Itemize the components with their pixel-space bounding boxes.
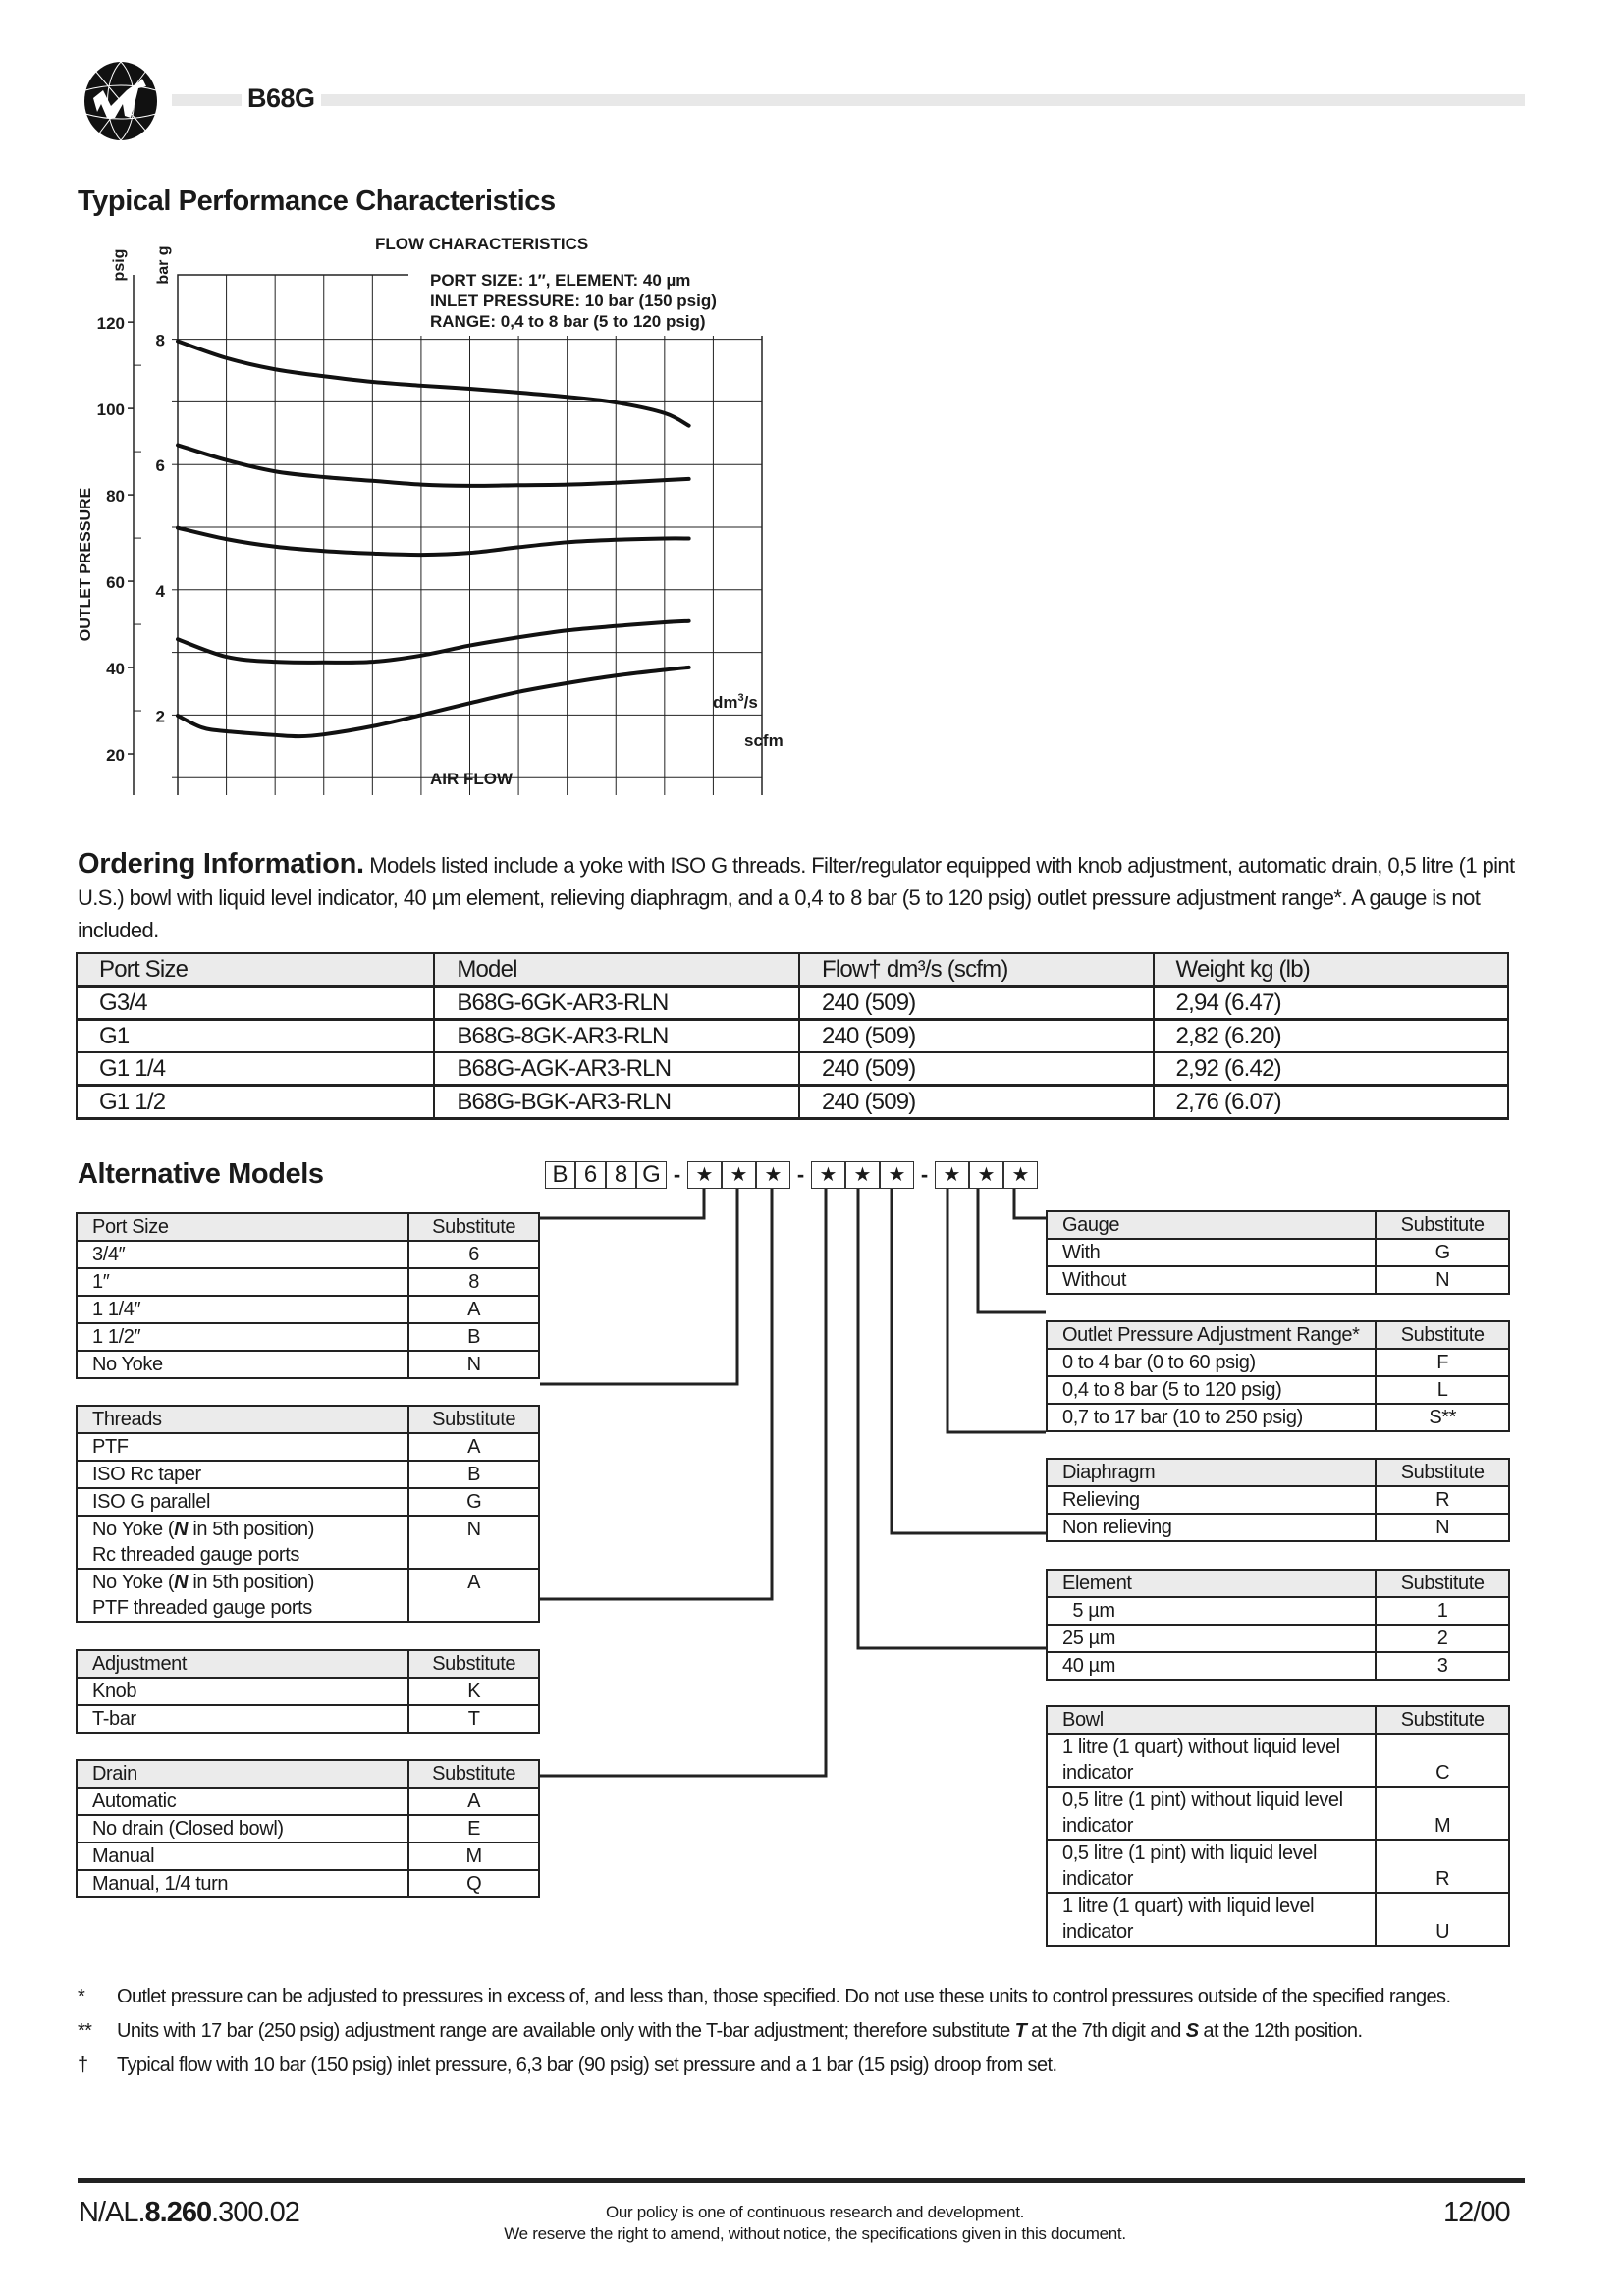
connector-threads [540, 1189, 737, 1384]
column-header-port-size: Port Size [77, 953, 434, 987]
substitute-code: S** [1376, 1404, 1509, 1431]
substitute-code: 6 [408, 1241, 539, 1268]
option-description-line: No drain (Closed bowl) [92, 1818, 284, 1840]
footnote [78, 2017, 1531, 2045]
cell-model: B68G-8GK-AR3-RLN [434, 1020, 799, 1053]
cell-flow: 240 (509) [799, 1086, 1154, 1119]
x-unit-secondary: scfm [744, 731, 784, 750]
option-description-line: ISO Rc taper [92, 1464, 201, 1485]
option-description [77, 1842, 408, 1870]
option-category-label: Outlet Pressure Adjustment Range* [1047, 1321, 1376, 1349]
option-row [1047, 1840, 1509, 1893]
option-description [1047, 1734, 1376, 1787]
footnote-mark: * [78, 1986, 85, 2007]
option-description-line: No Yoke (N in 5th position) [92, 1519, 315, 1540]
svg-text:60: 60 [106, 573, 125, 593]
svg-text:6: 6 [155, 456, 165, 476]
chart-annotation-line-3: RANGE: 0,4 to 8 bar (5 to 120 psig) [430, 312, 706, 331]
option-description [1047, 1349, 1376, 1376]
x-unit-primary: $dm^3/s$ [713, 692, 758, 712]
footnotes [78, 1983, 1531, 2086]
substitute-code: R [1376, 1486, 1509, 1514]
option-row [1047, 1404, 1509, 1431]
substitute-code: 2 [1376, 1625, 1509, 1652]
substitute-code: B [408, 1461, 539, 1488]
chart-series-line-4 [178, 621, 689, 663]
footnote [78, 2052, 1531, 2079]
option-table-header [1047, 1706, 1509, 1734]
option-description-line: T-bar [92, 1708, 136, 1730]
chart-series-line-1 [178, 342, 689, 426]
connector-adjustment [540, 1189, 772, 1599]
substitute-header: Substitute [408, 1760, 539, 1788]
option-row [77, 1241, 539, 1268]
svg-text:20: 20 [106, 746, 125, 766]
chart-series-line-3 [178, 528, 689, 555]
star-placeholder-icon: ★ [969, 1162, 1003, 1188]
option-description [1047, 1266, 1376, 1294]
y-unit-bar: bar g [155, 245, 172, 285]
ordering-row [77, 1020, 1508, 1053]
code-dash: - [796, 1162, 805, 1187]
substitute-code: F [1376, 1349, 1509, 1376]
option-table-header [1047, 1211, 1509, 1239]
option-row [1047, 1893, 1509, 1946]
option-description-line: Relieving [1062, 1489, 1140, 1511]
footnote-text: Outlet pressure can be adjusted to pressures in excess of, and less than, those specified. Do not use these units to control pressures outside of the specified ranges. [117, 1986, 1451, 2007]
option-description [1047, 1404, 1376, 1431]
option-category-label: Element [1047, 1570, 1376, 1597]
option-description [1047, 1893, 1376, 1946]
cell-model: B68G-6GK-AR3-RLN [434, 987, 799, 1020]
option-table-header [1047, 1459, 1509, 1486]
option-row [1047, 1376, 1509, 1404]
alternative-models-heading: Alternative Models [78, 1158, 324, 1190]
option-table-header [77, 1760, 539, 1788]
connector-port-size [540, 1189, 704, 1218]
option-row [77, 1296, 539, 1323]
cell-weight: 2,94 (6.47) [1154, 987, 1508, 1020]
footer-rule [78, 2178, 1525, 2183]
substitute-code: A [408, 1569, 539, 1622]
substitute-code: U [1376, 1893, 1509, 1946]
code-option-group-2 [811, 1161, 914, 1189]
connector-element [892, 1189, 1046, 1533]
option-category-label: Threads [77, 1406, 408, 1433]
option-description-line: With [1062, 1242, 1101, 1263]
option-description-line: 5 µm [1062, 1600, 1115, 1622]
star-placeholder-icon: ★ [812, 1162, 845, 1188]
flow-characteristics-chart [59, 226, 805, 795]
option-table-threads [76, 1405, 540, 1623]
option-table-drain [76, 1759, 540, 1898]
option-description [77, 1870, 408, 1897]
svg-text:100: 100 [96, 400, 125, 420]
option-row [1047, 1787, 1509, 1840]
option-description-line: indicator [1062, 1868, 1133, 1890]
option-row [1047, 1349, 1509, 1376]
option-row [77, 1433, 539, 1461]
option-category-label: Diaphragm [1047, 1459, 1376, 1486]
cell-port-size: G1 1/4 [77, 1052, 434, 1086]
option-table-bowl [1046, 1705, 1510, 1947]
option-description-line: No Yoke (N in 5th position) [92, 1572, 315, 1593]
substitute-code: G [408, 1488, 539, 1516]
code-dash: - [920, 1162, 929, 1187]
option-row [77, 1569, 539, 1622]
option-row [1047, 1266, 1509, 1294]
option-description-line: 1″ [92, 1271, 110, 1293]
option-description-line: 0 to 4 bar (0 to 60 psig) [1062, 1352, 1256, 1373]
option-description [1047, 1840, 1376, 1893]
substitute-code: M [408, 1842, 539, 1870]
ordering-table-header [77, 953, 1508, 987]
option-row [1047, 1625, 1509, 1652]
star-placeholder-icon: ★ [936, 1162, 969, 1188]
option-category-label: Drain [77, 1760, 408, 1788]
chart-annotation-line-2: INLET PRESSURE: 10 bar (150 psig) [430, 292, 717, 310]
option-description [77, 1788, 408, 1815]
code-prefix-char: 6 [575, 1162, 606, 1188]
star-placeholder-icon: ★ [1003, 1162, 1037, 1188]
substitute-header: Substitute [1376, 1459, 1509, 1486]
code-prefix-group [545, 1161, 667, 1189]
option-description-line: 1 litre (1 quart) without liquid level [1062, 1736, 1340, 1758]
option-row [1047, 1514, 1509, 1541]
option-row [77, 1815, 539, 1842]
footnote-mark: ** [78, 2020, 92, 2042]
cell-weight: 2,92 (6.42) [1154, 1052, 1508, 1086]
svg-text:80: 80 [106, 487, 125, 507]
option-table-outlet-pressure [1046, 1320, 1510, 1432]
norgren-globe-logo-icon [81, 61, 160, 141]
option-description [1047, 1787, 1376, 1840]
cell-port-size: G1 [77, 1020, 434, 1053]
chart-series-line-5 [178, 667, 689, 736]
option-description-line: Non relieving [1062, 1517, 1172, 1538]
option-description-line: PTF threaded gauge ports [92, 1597, 312, 1619]
cell-flow: 240 (509) [799, 987, 1154, 1020]
option-description-line: indicator [1062, 1921, 1133, 1943]
option-row [1047, 1597, 1509, 1625]
svg-text:40: 40 [106, 660, 125, 679]
option-description-line: 3/4″ [92, 1244, 126, 1265]
document-code [79, 2197, 299, 2229]
policy-statement [324, 2202, 1306, 2245]
option-row [77, 1351, 539, 1378]
cell-weight: 2,82 (6.20) [1154, 1020, 1508, 1053]
cell-model: B68G-AGK-AR3-RLN [434, 1052, 799, 1086]
option-description [1047, 1597, 1376, 1625]
option-description-line: 1 1/2″ [92, 1326, 141, 1348]
substitute-code: N [408, 1516, 539, 1569]
option-table-diaphragm [1046, 1458, 1510, 1542]
code-prefix-char: B [546, 1162, 575, 1188]
substitute-code: 8 [408, 1268, 539, 1296]
option-table-header [77, 1213, 539, 1241]
substitute-header: Substitute [408, 1406, 539, 1433]
policy-line-2: We reserve the right to amend, without notice, the specifications given in this document. [504, 2224, 1126, 2243]
model-code-diagram [545, 1161, 1038, 1189]
code-prefix-char: G [636, 1162, 666, 1188]
code-dash: - [673, 1162, 681, 1187]
substitute-code: C [1376, 1734, 1509, 1787]
option-description-line: Manual, 1/4 turn [92, 1873, 229, 1895]
option-row [1047, 1239, 1509, 1266]
substitute-code: G [1376, 1239, 1509, 1266]
substitute-code: N [1376, 1514, 1509, 1541]
option-category-label: Port Size [77, 1213, 408, 1241]
connector-drain [540, 1189, 826, 1776]
option-description-line: 25 µm [1062, 1628, 1115, 1649]
option-description-line: 0,5 litre (1 pint) with liquid level [1062, 1842, 1318, 1864]
option-table-header [1047, 1570, 1509, 1597]
performance-heading: Typical Performance Characteristics [78, 186, 556, 217]
star-placeholder-icon: ★ [880, 1162, 913, 1188]
substitute-header: Substitute [1376, 1706, 1509, 1734]
substitute-code: B [408, 1323, 539, 1351]
option-row [77, 1678, 539, 1705]
option-description [77, 1461, 408, 1488]
substitute-header: Substitute [408, 1213, 539, 1241]
connector-outlet-pressure [978, 1189, 1046, 1312]
option-description [77, 1241, 408, 1268]
option-description-line: 1 litre (1 quart) with liquid level [1062, 1896, 1315, 1917]
substitute-code: K [408, 1678, 539, 1705]
ordering-row [77, 987, 1508, 1020]
option-category-label: Adjustment [77, 1650, 408, 1678]
substitute-code: E [408, 1815, 539, 1842]
cell-flow: 240 (509) [799, 1020, 1154, 1053]
doc-code-prefix: N/AL. [79, 2197, 145, 2228]
option-description [1047, 1486, 1376, 1514]
option-table-adjustment [76, 1649, 540, 1734]
star-placeholder-icon: ★ [845, 1162, 880, 1188]
substitute-code: A [408, 1296, 539, 1323]
cell-weight: 2,76 (6.07) [1154, 1086, 1508, 1119]
option-category-label: Bowl [1047, 1706, 1376, 1734]
option-description-line: Without [1062, 1269, 1127, 1291]
option-description [1047, 1376, 1376, 1404]
x-axis-label: AIR FLOW [429, 770, 514, 788]
option-description-line: 1 1/4″ [92, 1299, 141, 1320]
column-header-model: Model [434, 953, 799, 987]
substitute-code: Q [408, 1870, 539, 1897]
code-prefix-char: 8 [606, 1162, 636, 1188]
svg-text:8: 8 [155, 331, 165, 350]
option-category-label: Gauge [1047, 1211, 1376, 1239]
star-placeholder-icon: ★ [688, 1162, 722, 1188]
column-header-weight: Weight kg (lb) [1154, 953, 1508, 987]
option-row [77, 1870, 539, 1897]
option-description [77, 1488, 408, 1516]
connector-bowl [858, 1189, 1046, 1648]
cell-port-size: G1 1/2 [77, 1086, 434, 1119]
ordering-row [77, 1086, 1508, 1119]
option-description [77, 1351, 408, 1378]
substitute-header: Substitute [1376, 1570, 1509, 1597]
chart-annotation-line-1: PORT SIZE: 1″, ELEMENT: 40 µm [430, 271, 691, 290]
option-table-element [1046, 1569, 1510, 1681]
option-description-line: 40 µm [1062, 1655, 1115, 1677]
option-description [77, 1569, 408, 1622]
option-table-header [77, 1406, 539, 1433]
page-title: B68G [242, 82, 321, 114]
footnote [78, 1983, 1531, 2010]
code-option-group-3 [935, 1161, 1038, 1189]
option-table-header [77, 1650, 539, 1678]
option-description-line: ISO G parallel [92, 1491, 211, 1513]
option-description [1047, 1625, 1376, 1652]
policy-line-1: Our policy is one of continuous research and development. [605, 2203, 1025, 2221]
cell-flow: 240 (509) [799, 1052, 1154, 1086]
chart-grid [178, 275, 762, 795]
code-option-group-1 [687, 1161, 790, 1189]
option-description [1047, 1652, 1376, 1680]
option-description-line: PTF [92, 1436, 129, 1458]
option-table-header [1047, 1321, 1509, 1349]
option-description [77, 1705, 408, 1733]
ordering-table [76, 952, 1509, 1120]
option-description [77, 1433, 408, 1461]
star-placeholder-icon: ★ [722, 1162, 756, 1188]
option-description-line: indicator [1062, 1815, 1133, 1837]
option-description [1047, 1239, 1376, 1266]
connector-gauge [1014, 1189, 1046, 1218]
document-date: 12/00 [1443, 2197, 1510, 2228]
option-description-line: 0,5 litre (1 pint) without liquid level [1062, 1789, 1343, 1811]
option-description [77, 1268, 408, 1296]
option-description-line: 0,7 to 17 bar (10 to 250 psig) [1062, 1407, 1303, 1428]
connector-diaphragm [947, 1189, 1046, 1432]
column-header-flow: Flow† dm³/s (scfm) [799, 953, 1154, 987]
ordering-row [77, 1052, 1508, 1086]
ordering-text: Models listed include a yoke with ISO G threads. Filter/regulator equipped with knob adjustment, automatic drain, 0,5 litre (1 pint U.S.) bowl with liquid level indicator, 40 µm element, relieving diaphragm, and a 0,4 to 8 bar (5 to 120 psig) outlet pressure adjustment range*. A gauge is not included. [78, 853, 1515, 942]
option-row [77, 1488, 539, 1516]
chart-series [178, 342, 689, 737]
substitute-code: L [1376, 1376, 1509, 1404]
substitute-header: Substitute [408, 1650, 539, 1678]
doc-code-bold: 8.260 [144, 2197, 212, 2228]
chart-title: FLOW CHARACTERISTICS [375, 235, 589, 253]
substitute-header: Substitute [1376, 1321, 1509, 1349]
substitute-code: N [1376, 1266, 1509, 1294]
option-row [77, 1268, 539, 1296]
option-row [77, 1323, 539, 1351]
footnote-mark: † [78, 2055, 88, 2076]
substitute-code: A [408, 1433, 539, 1461]
option-table-gauge [1046, 1210, 1510, 1295]
option-description-line: Manual [92, 1845, 155, 1867]
star-placeholder-icon: ★ [756, 1162, 789, 1188]
y-axis-label: OUTLET PRESSURE [78, 487, 94, 642]
substitute-code: M [1376, 1787, 1509, 1840]
option-description-line: indicator [1062, 1762, 1133, 1784]
chart-series-line-2 [178, 445, 689, 485]
footnote-text: Units with 17 bar (250 psig) adjustment range are available only with the T-bar adjustment; therefore substitute T at the 7th digit and S at the 12th position. [117, 2020, 1363, 2042]
option-description-line: No Yoke [92, 1354, 163, 1375]
ordering-description [78, 848, 1521, 946]
svg-text:2: 2 [155, 707, 165, 726]
option-row [77, 1516, 539, 1569]
cell-model: B68G-BGK-AR3-RLN [434, 1086, 799, 1119]
option-description-line: Knob [92, 1681, 137, 1702]
option-row [1047, 1734, 1509, 1787]
option-row [77, 1705, 539, 1733]
substitute-code: 3 [1376, 1652, 1509, 1680]
option-row [77, 1461, 539, 1488]
header-bar [172, 94, 1525, 106]
svg-text:4: 4 [155, 581, 165, 601]
option-description [77, 1323, 408, 1351]
option-row [77, 1788, 539, 1815]
substitute-header: Substitute [1376, 1211, 1509, 1239]
option-description [77, 1678, 408, 1705]
cell-port-size: G3/4 [77, 987, 434, 1020]
substitute-code: R [1376, 1840, 1509, 1893]
option-description [1047, 1514, 1376, 1541]
substitute-code: 1 [1376, 1597, 1509, 1625]
substitute-code: A [408, 1788, 539, 1815]
option-table-port-size [76, 1212, 540, 1379]
footnote-text: Typical flow with 10 bar (150 psig) inlet pressure, 6,3 bar (90 psig) set pressure and a 1 bar (15 psig) droop from set. [117, 2055, 1057, 2076]
option-description-line: Automatic [92, 1790, 177, 1812]
chart-axes [97, 275, 762, 795]
option-row [1047, 1652, 1509, 1680]
option-row [77, 1842, 539, 1870]
y-unit-psig: psig [111, 248, 128, 282]
substitute-code: N [408, 1351, 539, 1378]
option-description-line: Rc threaded gauge ports [92, 1544, 299, 1566]
option-row [1047, 1486, 1509, 1514]
option-description-line: 0,4 to 8 bar (5 to 120 psig) [1062, 1379, 1282, 1401]
option-description [77, 1815, 408, 1842]
substitute-code: T [408, 1705, 539, 1733]
ordering-heading: Ordering Information. [78, 848, 364, 880]
doc-code-suffix: .300.02 [211, 2197, 299, 2228]
option-description [77, 1296, 408, 1323]
svg-text:120: 120 [96, 314, 125, 334]
option-description [77, 1516, 408, 1569]
